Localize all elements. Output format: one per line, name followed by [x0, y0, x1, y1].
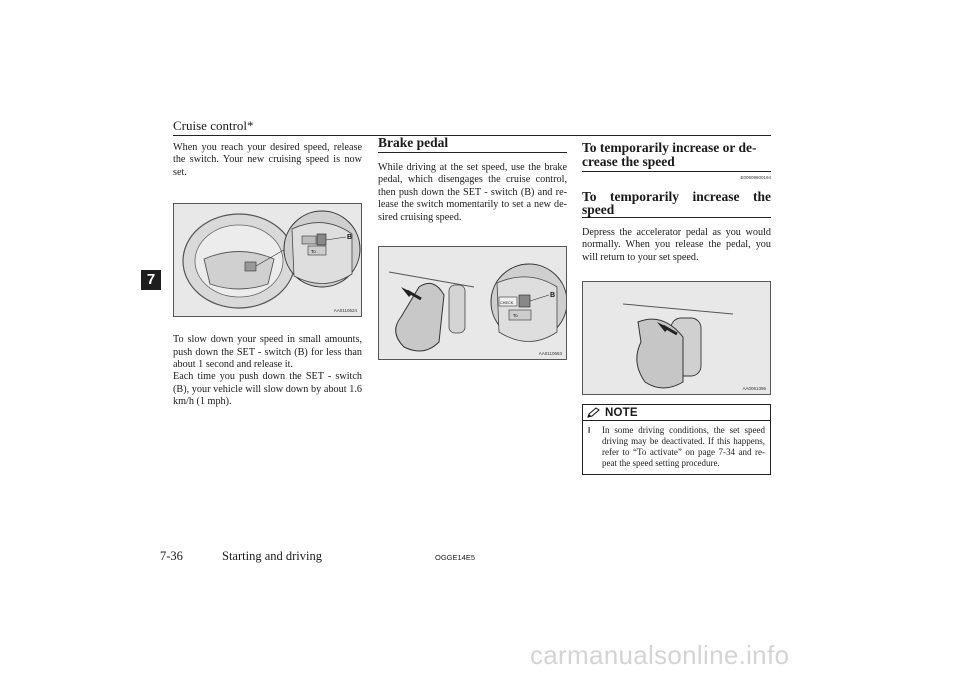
footer-code: OGGE14E5: [435, 553, 476, 562]
running-header-title: Cruise control*: [173, 118, 254, 133]
heading-brake-pedal: Brake pedal: [378, 136, 567, 153]
note-header: [583, 405, 770, 421]
watermark-link[interactable]: carmanualsonline.info: [530, 640, 790, 670]
note-body: [583, 421, 770, 474]
figure-id: AA0061395: [742, 386, 766, 392]
chapter-tab: 7: [141, 270, 161, 290]
figure-accelerator-pedal: [582, 281, 771, 395]
accelerator-pedal-illustration: [583, 282, 770, 394]
footer-section-title: Starting and driving: [222, 549, 322, 563]
bullet-icon: l: [588, 426, 591, 436]
paragraph-slow-down: To slow down your speed in small amounts, push down the SET - switch (B) for less than about 1 second and release it.: [173, 334, 362, 371]
figure-id: AA0110624: [333, 308, 357, 314]
to-button-label: To: [311, 249, 316, 255]
figure-steering-wheel: [173, 203, 362, 317]
figure-brake-pedal: [378, 246, 567, 360]
brake-pedal-illustration: [379, 247, 566, 359]
note-box: [582, 404, 771, 475]
page-number: 7-36: [160, 549, 183, 563]
subheading-temporarily-increase: To temporarily increase the speed: [582, 189, 771, 217]
figure-id: AA0110653: [538, 351, 562, 357]
paragraph-each-time: Each time you push down the SET - switch (B), your vehicle will slow down by about 1.6 km/h (1 mph).: [173, 371, 362, 408]
to-button-label: To: [513, 313, 518, 319]
pencil-note-icon: [587, 407, 601, 418]
steering-wheel-illustration: [174, 204, 361, 316]
heading-temporarily-adjust-speed: To temporarily increase or de-crease the speed: [582, 136, 771, 172]
check-button-label: CHECK: [500, 301, 514, 306]
note-label: NOTE: [605, 406, 638, 419]
column-2: [378, 136, 567, 360]
paragraph-release-switch: When you reach your desired speed, release the switch. Your new cruising speed is now set.: [173, 142, 362, 178]
column-3: [582, 136, 771, 475]
note-text: In some driving conditions, the set speed driving may be deactivated. If this happens, refer to “To activate” on page 7-34 and re-peat the speed setting procedure.: [602, 425, 765, 469]
paragraph-depress-accelerator: Depress the accelerator pedal as you would normally. When you release the pedal, you will return to your set speed.: [582, 227, 771, 263]
paragraph-brake-pedal: While driving at the set speed, use the brake pedal, which disengages the cruise control, then push down the SET - switch (B) and re-lease the switch momentarily to set a new de-sired cruising speed.: [378, 162, 567, 223]
column-1: [173, 142, 362, 409]
callout-b-label: B: [550, 292, 556, 300]
callout-b-label: B: [347, 234, 353, 242]
section-code: E00609600194: [740, 175, 771, 180]
